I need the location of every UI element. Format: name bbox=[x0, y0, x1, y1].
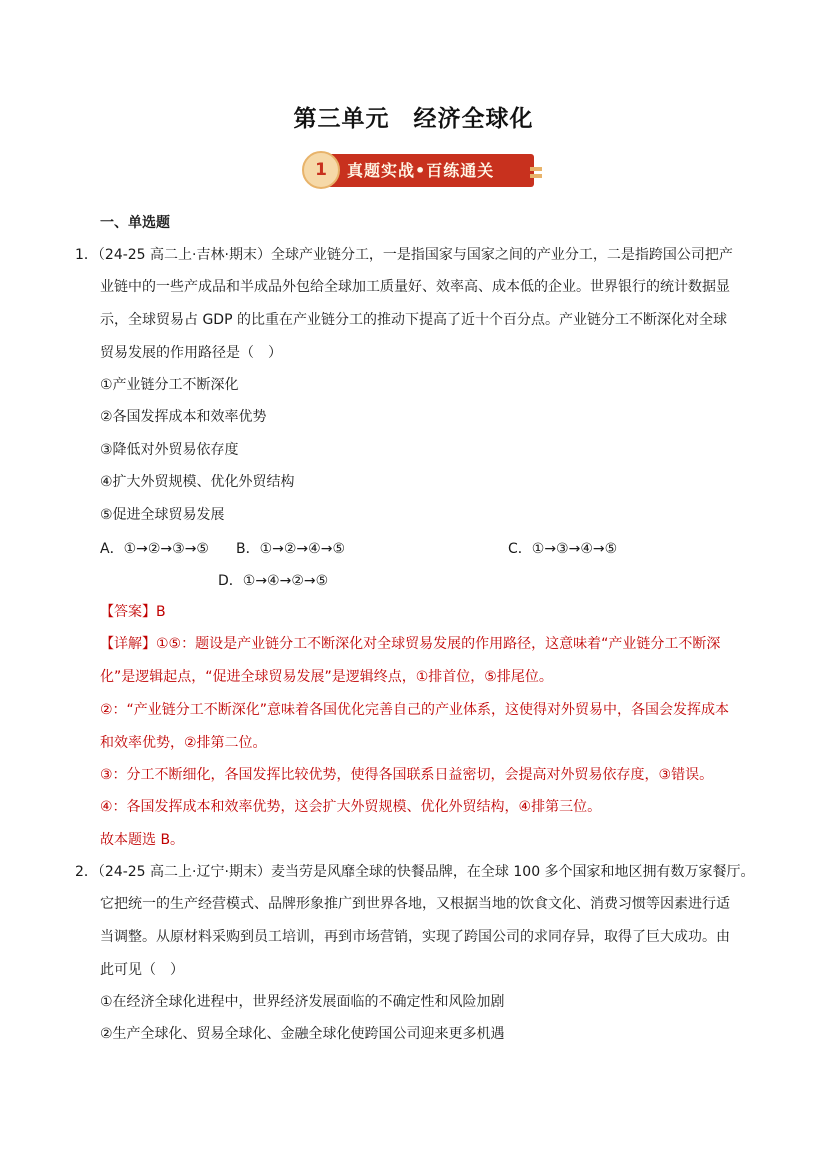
q1-line: 业链中的一些产成品和半成品外包给全球加工质量好、效率高、成本低的企业。世界银行的统计数据显 bbox=[100, 279, 730, 295]
q2-line: 它把统一的生产经营模式、品牌形象推广到世界各地，又根据当地的饮食文化、消费习惯等因素进行适 bbox=[100, 896, 730, 912]
badge-number: 1 bbox=[302, 151, 340, 189]
q1-item: ③降低对外贸易依存度 bbox=[100, 442, 239, 458]
q1-conclusion: 故本题选 B。 bbox=[100, 832, 185, 848]
q1-item: ④扩大外贸规模、优化外贸结构 bbox=[100, 474, 295, 490]
section-badge bbox=[302, 151, 542, 191]
q1-item: ②各国发挥成本和效率优势 bbox=[100, 409, 267, 425]
q1-detail-line: 和效率优势，②排第二位。 bbox=[100, 735, 267, 751]
q1-option-c: C．①→③→④→⑤ bbox=[508, 541, 618, 557]
q1-item: ①产业链分工不断深化 bbox=[100, 377, 239, 393]
q2-item: ①在经济全球化进程中，世界经济发展面临的不确定性和风险加剧 bbox=[100, 994, 505, 1010]
badge-label: 真题实战•百练通关 bbox=[347, 161, 495, 180]
q1-detail-line: ②：“产业链分工不断深化”意味着各国优化完善自己的产业体系，这使得对外贸易中，各国会发挥成本 bbox=[100, 702, 730, 718]
q2-line: 当调整。从原材料采购到员工培训，再到市场营销，实现了跨国公司的求同存异，取得了巨大成功。由 bbox=[100, 929, 730, 945]
q1-line: 示，全球贸易占 GDP 的比重在产业链分工的推动下提高了近十个百分点。产业链分工不断深化对全球 bbox=[100, 312, 727, 328]
section-heading: 一、单选题 bbox=[100, 215, 170, 231]
q1-option-b: B．①→②→④→⑤ bbox=[236, 541, 345, 557]
q2-item: ②生产全球化、贸易全球化、金融全球化使跨国公司迎来更多机遇 bbox=[100, 1026, 505, 1042]
q1-answer: 【答案】B bbox=[100, 604, 166, 620]
page-title: 第三单元 经济全球化 bbox=[293, 106, 534, 132]
badge-tab-decoration bbox=[530, 167, 542, 171]
q1-detail-line: ④：各国发挥成本和效率优势，这会扩大外贸规模、优化外贸结构，④排第三位。 bbox=[100, 799, 602, 815]
q2-line: 2．（24-25 高二上·辽宁·期末）麦当劳是风靡全球的快餐品牌，在全球 100 多个国家和地区拥有数万家餐厅。 bbox=[75, 864, 755, 880]
q1-line: 1．（24-25 高二上·吉林·期末）全球产业链分工，一是指国家与国家之间的产业分工，二是指跨国公司把产 bbox=[75, 247, 733, 263]
q1-line: 贸易发展的作用路径是（ ） bbox=[100, 345, 282, 361]
q1-option-d: D．①→④→②→⑤ bbox=[218, 573, 329, 589]
badge-tab-decoration bbox=[530, 174, 542, 178]
q1-option-a: A．①→②→③→⑤ bbox=[100, 541, 209, 557]
q1-detail-line: 化”是逻辑起点，“促进全球贸易发展”是逻辑终点，①排首位，⑤排尾位。 bbox=[100, 669, 553, 685]
q2-line: 此可见（ ） bbox=[100, 962, 184, 978]
q1-detail-line: 【详解】①⑤：题设是产业链分工不断深化对全球贸易发展的作用路径，这意味着“产业链分工不断深 bbox=[100, 636, 721, 652]
q1-detail-line: ③：分工不断细化，各国发挥比较优势，使得各国联系日益密切，会提高对外贸易依存度，③错误。 bbox=[100, 767, 714, 783]
q1-item: ⑤促进全球贸易发展 bbox=[100, 507, 225, 523]
